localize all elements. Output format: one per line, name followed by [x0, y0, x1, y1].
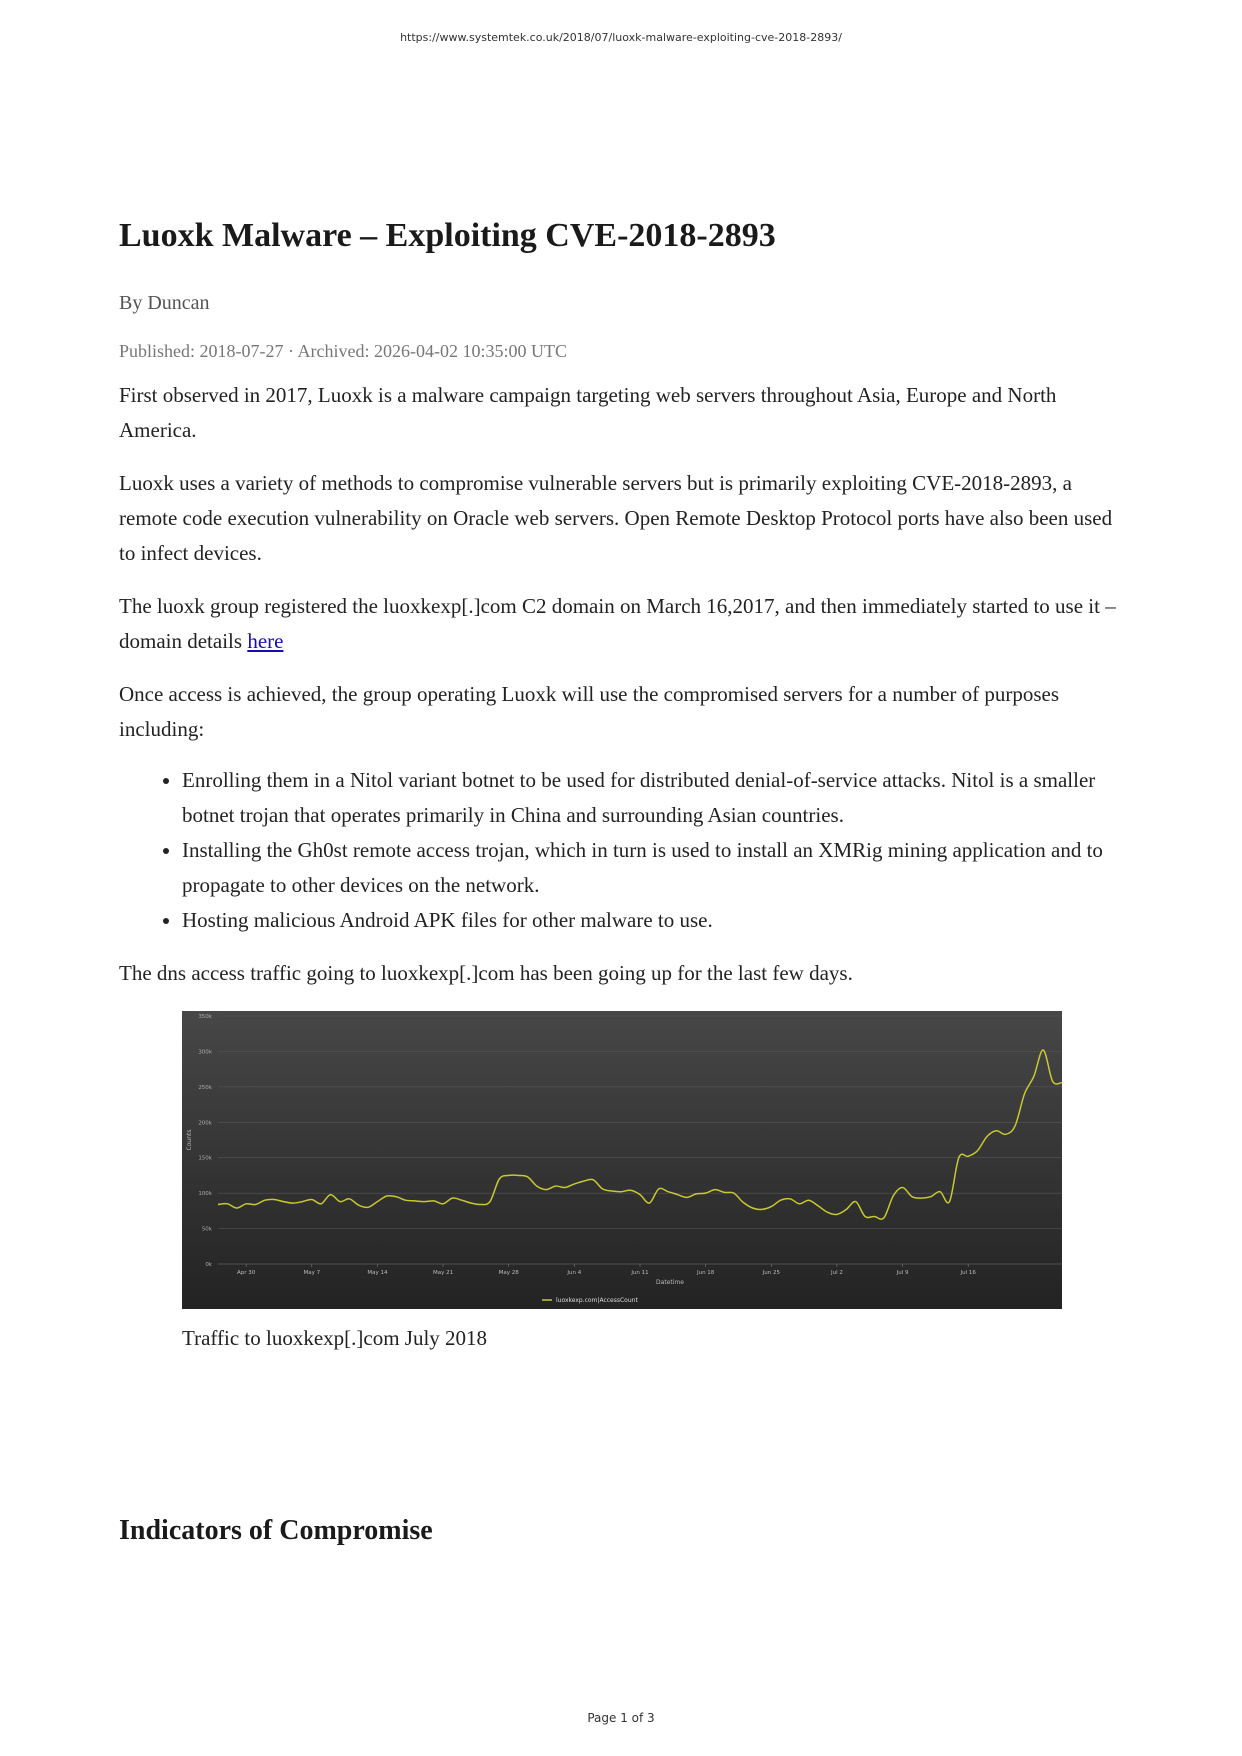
list-item: • Installing the Gh0st remote access trojan, which in turn is used to install an XMRig mining application and to propagate to other devices on the network. — [182, 833, 1129, 903]
x-tick-label: Jul 9 — [896, 1270, 909, 1276]
x-tick-label: Jun 18 — [696, 1270, 715, 1276]
article — [119, 210, 1129, 1549]
y-axis-label: Counts — [186, 1129, 193, 1151]
x-tick-label: Jul 2 — [830, 1270, 843, 1276]
x-tick-label: May 14 — [367, 1270, 388, 1276]
x-tick-label: Jul 16 — [960, 1270, 976, 1276]
list-item: • Hosting malicious Android APK files for other malware to use. — [182, 903, 1129, 938]
x-axis-label: Datetime — [656, 1279, 684, 1286]
list-item: • Enrolling them in a Nitol variant botnet to be used for distributed denial-of-service attacks. Nitol is a smaller botnet trojan that operates primarily in China and surrounding Asian countries. — [182, 763, 1129, 833]
x-tick-label: May 7 — [303, 1270, 321, 1276]
y-tick-label: 250k — [198, 1084, 212, 1091]
page-number: Page 1 of 3 — [587, 1711, 655, 1725]
paragraph-domain — [119, 589, 1129, 659]
traffic-figure — [182, 1011, 1062, 1353]
legend-label: luoxkexp.com|AccessCount — [556, 1297, 638, 1304]
purpose-list — [119, 763, 1129, 938]
y-tick-label: 350k — [198, 1014, 212, 1020]
x-tick-label: May 21 — [433, 1270, 454, 1276]
paragraph-purposes: Once access is achieved, the group operating Luoxk will use the compromised servers for a number of purposes including: — [119, 682, 1060, 741]
chart-background — [182, 1011, 1062, 1309]
x-tick-label: Jun 25 — [762, 1270, 780, 1276]
y-tick-label: 300k — [198, 1049, 212, 1056]
byline: By Duncan — [119, 292, 210, 314]
paragraph-domain-text: The luoxk group registered the luoxkexp[.]com C2 domain on March 16,2017, and then immediately started to use it – domain details — [119, 594, 1116, 653]
x-tick-label: Apr 30 — [237, 1270, 256, 1276]
paragraph-methods: Luoxk uses a variety of methods to compromise vulnerable servers but is primarily exploiting CVE-2018-2893, a remote code execution vulnerability on Oracle web servers. Open Remote Desktop Protocol ports have also been used to infect devices. — [119, 471, 1113, 565]
section-heading-ioc: Indicators of Compromise — [119, 1515, 433, 1546]
domain-details-link[interactable]: here — [247, 629, 284, 653]
paragraph-intro: First observed in 2017, Luoxk is a malware campaign targeting web servers throughout Asia, Europe and North America. — [119, 383, 1057, 442]
figure-caption: Traffic to luoxkexp[.]com July 2018 — [182, 1326, 488, 1350]
traffic-chart — [182, 1011, 1062, 1309]
y-tick-label: 100k — [198, 1191, 212, 1198]
chart-legend — [542, 1297, 638, 1304]
y-tick-label: 50k — [201, 1226, 212, 1233]
paragraph-traffic: The dns access traffic going to luoxkexp[.]com has been going up for the last few days. — [119, 961, 853, 985]
x-tick-label: Jun 11 — [631, 1270, 649, 1276]
y-tick-label: 200k — [198, 1120, 212, 1127]
publish-meta: Published: 2018-07-27 · Archived: 2026-04-02 10:35:00 UTC — [119, 341, 567, 361]
x-tick-label: May 28 — [498, 1270, 519, 1276]
page-url: https://www.systemtek.co.uk/2018/07/luoxk-malware-exploiting-cve-2018-2893/ — [400, 31, 842, 44]
article-title: Luoxk Malware – Exploiting CVE-2018-2893 — [119, 217, 776, 254]
y-tick-label: 150k — [198, 1155, 212, 1162]
x-tick-label: Jun 4 — [567, 1270, 582, 1276]
y-tick-label: 0k — [205, 1262, 212, 1268]
